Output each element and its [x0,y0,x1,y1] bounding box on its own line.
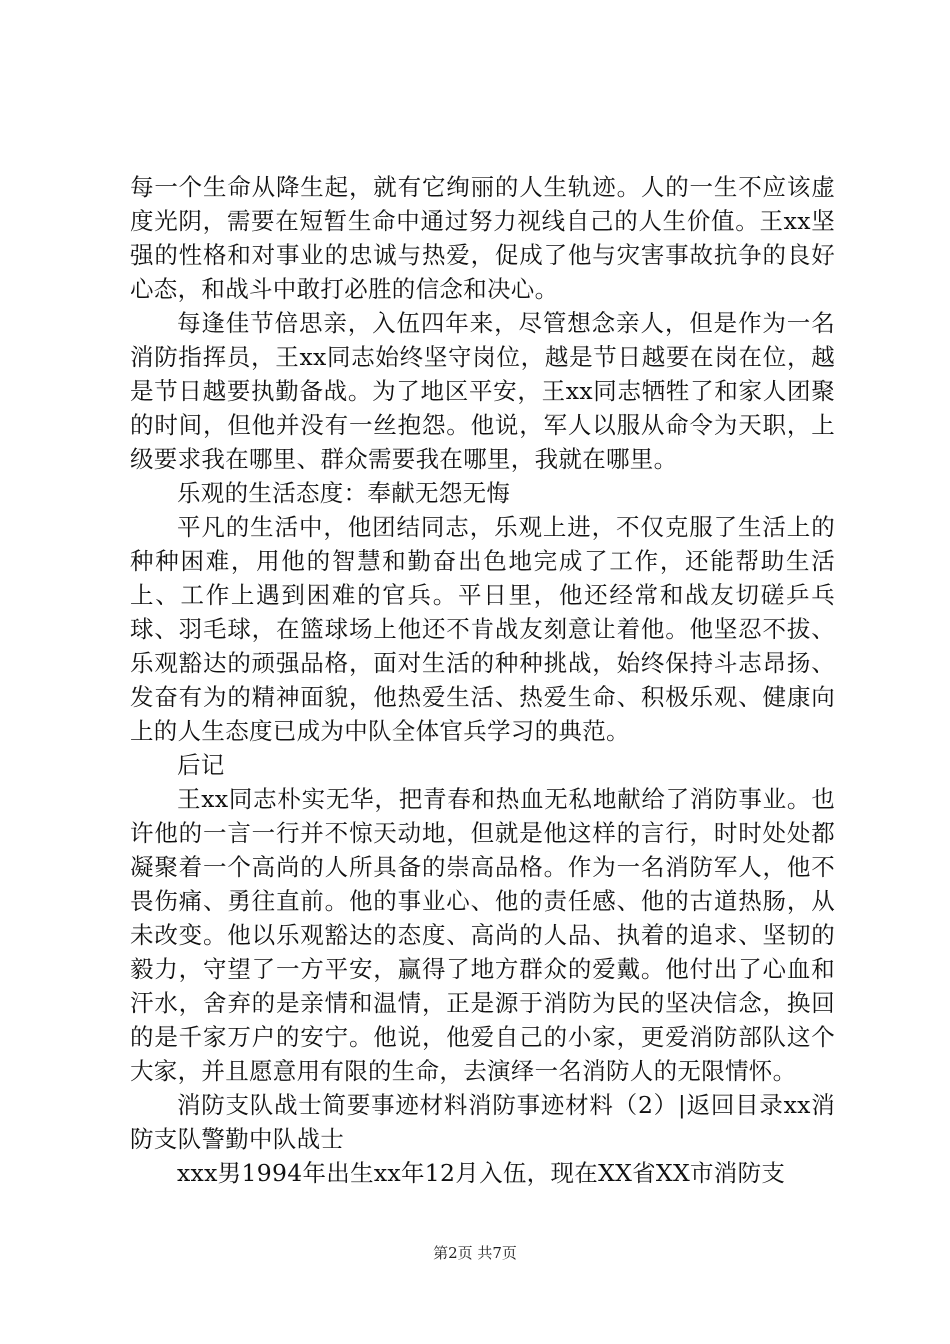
document-body [130,170,835,1190]
page-footer: 第2页 共7页 [433,1244,517,1262]
paragraph-6: xxx男1994年出生xx年12月入伍，现在XX省XX市消防支 [177,1159,786,1187]
paragraph-2: 每逢佳节倍思亲，入伍四年来，尽管想念亲人，但是作为一名消防指挥员，王xx同志始终坚守岗位，越是节日越要在岗在位，越是节日越要执勤备战。为了地区平安，王xx同志牺牲了和家人团聚的时间，但他并没有一丝抱怨。他说，军人以服从命令为天职，上级要求我在哪里、群众需要我在哪里，我就在哪里。 [130,309,835,473]
paragraph-3: 平凡的生活中，他团结同志，乐观上进，不仅克服了生活上的种种困难，用他的智慧和勤奋出色地完成了工作，还能帮助生活上、工作上遇到困难的官兵。平日里，他还经常和战友切磋乒乓球、羽毛球，在篮球场上他还不肯战友刻意让着他。他坚忍不拔、乐观豁达的顽强品格，面对生活的种种挑战，始终保持斗志昂扬、发奋有为的精神面貌，他热爱生活、热爱生命、积极乐观、健康向上的人生态度已成为中队全体官兵学习的典范。 [130,513,835,745]
section-heading-afterword: 后记 [177,751,225,779]
paragraph-5-next-article-title: 消防支队战士简要事迹材料消防事迹材料（2）|返回目录xx消防支队警勤中队战士 [130,1091,835,1153]
paragraph-1: 每一个生命从降生起，就有它绚丽的人生轨迹。人的一生不应该虚度光阴，需要在短暂生命中通过努力视线自己的人生价值。王xx坚强的性格和对事业的忠诚与热爱，促成了他与灾害事故抗争的良好心态，和战斗中敢打必胜的信念和决心。 [130,173,835,303]
paragraph-4: 王xx同志朴实无华，把青春和热血无私地献给了消防事业。也许他的一言一行并不惊天动地，但就是他这样的言行，时时处处都凝聚着一个高尚的人所具备的崇高品格。作为一名消防军人，他不畏伤痛、勇往直前。他的事业心、他的责任感、他的古道热肠，从未改变。他以乐观豁达的态度、高尚的人品、执着的追求、坚韧的毅力，守望了一方平安，赢得了地方群众的爱戴。他付出了心血和汗水，舍弃的是亲情和温情，正是源于消防为民的坚决信念，换回的是千家万户的安宁。他说，他爱自己的小家，更爱消防部队这个大家，并且愿意用有限的生命，去演绎一名消防人的无限情怀。 [130,785,835,1085]
section-heading-optimistic-attitude: 乐观的生活态度：奉献无怨无悔 [177,479,511,507]
